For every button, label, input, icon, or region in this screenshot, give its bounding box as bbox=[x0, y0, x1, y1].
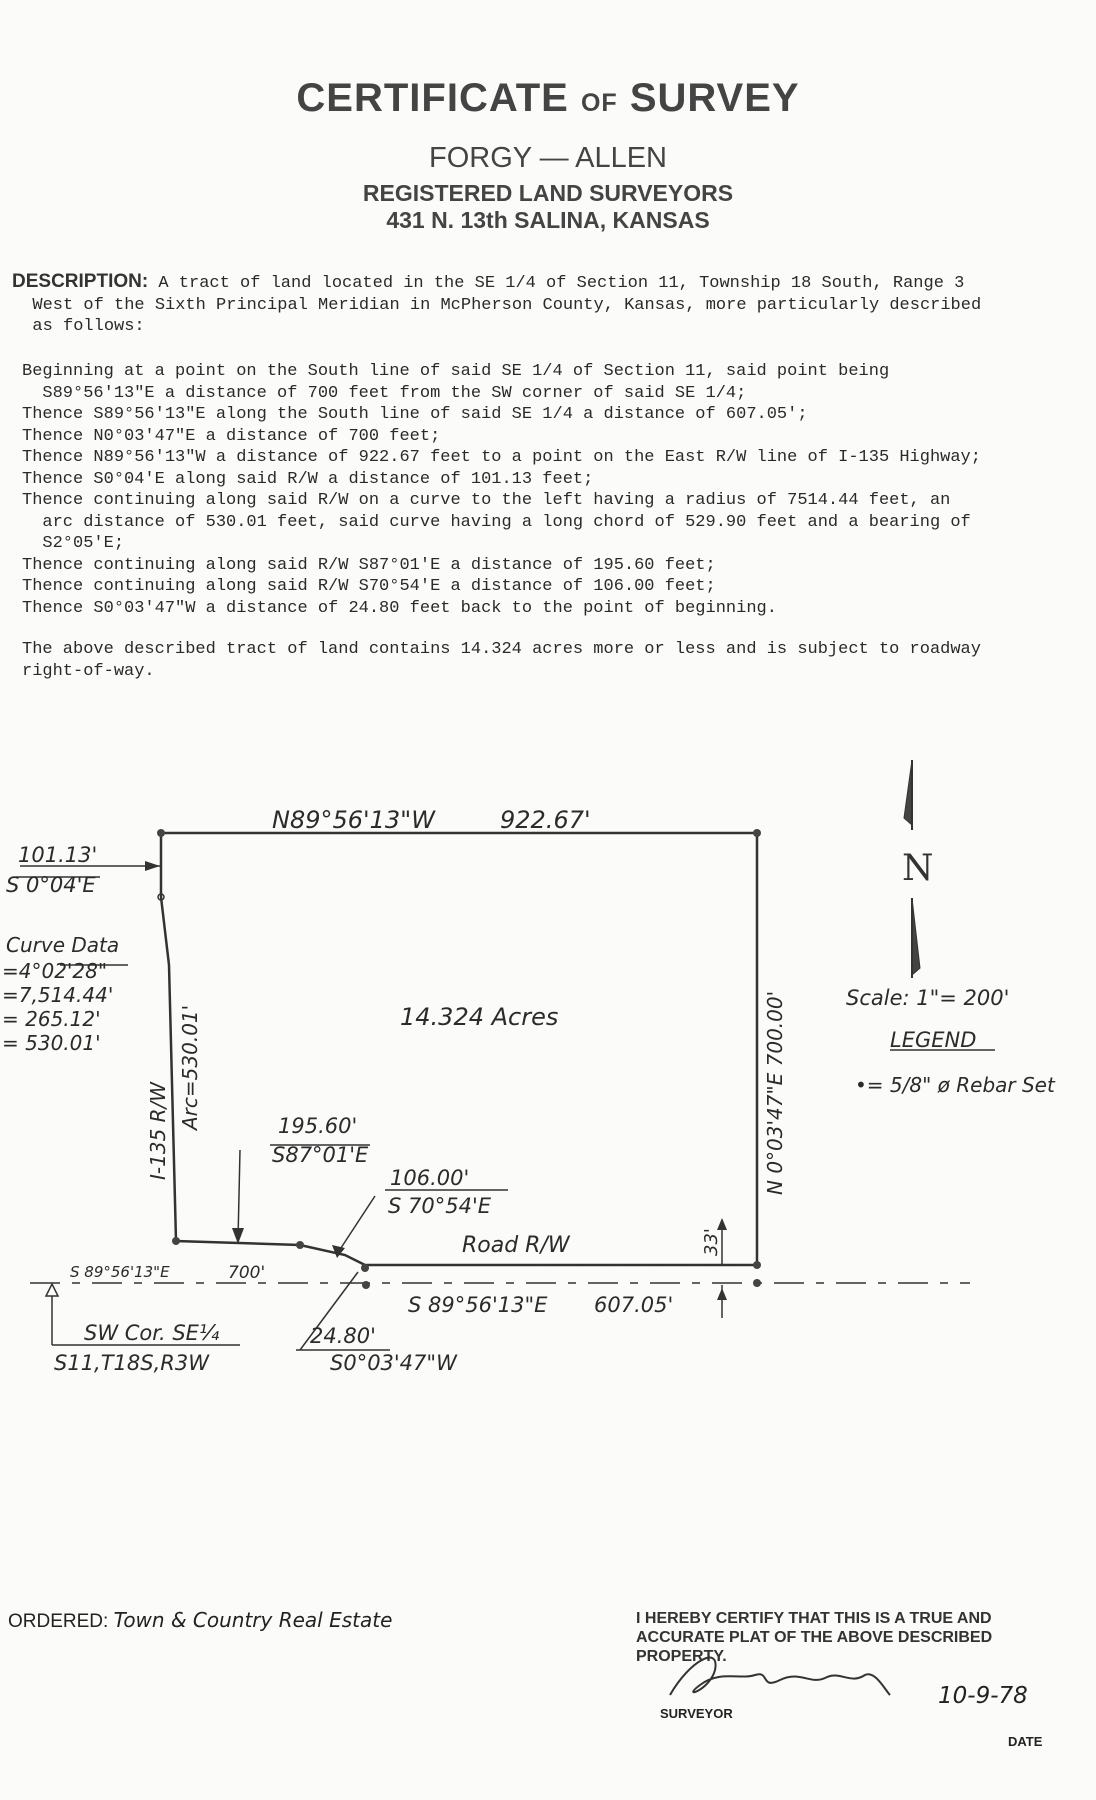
offset-label: 33' bbox=[701, 1228, 722, 1256]
firm-address: 431 N. 13th SALINA, KANSAS bbox=[386, 207, 710, 233]
description-line-2: West of the Sixth Principal Meridian in McPherson County, Kansas, more particularly described bbox=[32, 295, 982, 315]
curve-arc: = 530.01' bbox=[2, 1031, 101, 1055]
seg2-leader bbox=[337, 1196, 375, 1254]
south-bearing: S 89°56'13"E bbox=[408, 1293, 548, 1317]
course-line: S89°56'13"E a distance of 700 feet from the SW corner of said SE 1/4; bbox=[22, 383, 747, 403]
surveyor-signature bbox=[660, 1640, 900, 1710]
firm-name: FORGY — ALLEN bbox=[429, 142, 667, 174]
curve-tangent: = 265.12' bbox=[2, 1007, 101, 1031]
firm-registration: REGISTERED LAND SURVEYORS bbox=[362, 180, 734, 206]
top-distance: 922.67' bbox=[500, 806, 591, 834]
rebar-markers bbox=[157, 829, 761, 1289]
east-line-label: N 0°03'47"E 700.00' bbox=[763, 990, 787, 1195]
summary-line-2: right-of-way. bbox=[22, 661, 155, 681]
ordered-label: ORDERED: bbox=[8, 1611, 109, 1632]
seg2-bearing: S 70°54'E bbox=[388, 1194, 491, 1218]
top-bearing: N89°56'13"W bbox=[272, 806, 435, 834]
summary-line-1: The above described tract of land contains 14.324 acres more or less and is subject to roadway bbox=[22, 640, 981, 659]
acreage-label: 14.324 Acres bbox=[400, 1003, 559, 1031]
seg1-distance: 195.60' bbox=[278, 1114, 358, 1138]
legend-title: LEGEND bbox=[890, 1028, 977, 1052]
course-line: Thence N89°56'13"W a distance of 922.67 feet to a point on the East R/W line of I-135 Highway; bbox=[22, 448, 981, 467]
highway-label: I-135 R/W bbox=[146, 1081, 170, 1180]
scale-label: Scale: 1"= 200' bbox=[846, 986, 1010, 1010]
arc-label: Arc=530.01' bbox=[178, 1004, 202, 1130]
arrow-icon bbox=[232, 1228, 244, 1244]
sw-corner-marker bbox=[46, 1284, 58, 1296]
course-line: Thence S89°56'13"E along the South line of said SE 1/4 a distance of 607.05'; bbox=[22, 405, 808, 424]
description-line-1: A tract of land located in the SE 1/4 of Section 11, Township 18 South, Range 3 bbox=[148, 274, 965, 293]
course-line: Thence continuing along said R/W S70°54'E a distance of 106.00 feet; bbox=[22, 577, 716, 596]
course-line: Beginning at a point on the South line of said SE 1/4 of Section 11, said point being bbox=[22, 362, 890, 381]
north-label: N bbox=[902, 848, 934, 889]
surveyor-label: SURVEYOR bbox=[660, 1706, 733, 1721]
seg2-distance: 106.00' bbox=[390, 1166, 470, 1190]
description-line-3: as follows: bbox=[32, 317, 145, 336]
certification-text: I HEREBY CERTIFY THAT THIS IS A TRUE AND ACCURATE PLAT OF THE ABOVE DESCRIBED PROPERTY. bbox=[636, 1610, 993, 1665]
pob-bearing: S0°03'47"W bbox=[330, 1351, 457, 1375]
pob-distance: 24.80' bbox=[310, 1324, 376, 1348]
sw-corner-location: S11,T18S,R3W bbox=[54, 1351, 209, 1375]
seg1-leader bbox=[238, 1150, 240, 1240]
ordered-value: Town & Country Real Estate bbox=[113, 1608, 393, 1632]
left-bearing: S 0°04'E bbox=[6, 873, 96, 897]
arrow-icon bbox=[145, 861, 160, 871]
south-left-distance: 700' bbox=[228, 1263, 266, 1283]
seg1-bearing: S87°01'E bbox=[272, 1143, 369, 1167]
title-certificate: CERTIFICATE bbox=[296, 76, 569, 120]
course-line: Thence continuing along said R/W S87°01'E a distance of 195.60 feet; bbox=[22, 555, 716, 575]
sw-corner-label: SW Cor. SE¼ bbox=[84, 1321, 220, 1345]
left-distance: 101.13' bbox=[18, 843, 98, 867]
curve-delta: =4°02'28" bbox=[2, 959, 108, 983]
course-line: Thence continuing along said R/W on a curve to the left having a radius of 7514.44 feet, an bbox=[22, 491, 951, 510]
course-line: arc distance of 530.01 feet, said curve having a long chord of 529.90 feet and a bearing of bbox=[22, 512, 971, 532]
title-survey: SURVEY bbox=[629, 76, 800, 120]
date-label: DATE bbox=[1008, 1734, 1043, 1749]
description-label: DESCRIPTION: bbox=[12, 271, 149, 292]
south-left-bearing: S 89°56'13"E bbox=[70, 1263, 170, 1281]
course-line: Thence S0°04'E along said R/W a distance of 101.13 feet; bbox=[22, 469, 594, 489]
curve-data-title: Curve Data bbox=[6, 933, 120, 957]
date-value: 10-9-78 bbox=[938, 1683, 1028, 1709]
ordered-by bbox=[8, 1608, 392, 1633]
course-line: S2°05'E; bbox=[22, 534, 125, 553]
course-line: Thence N0°03'47"E a distance of 700 feet; bbox=[22, 426, 441, 446]
arrow-icon bbox=[717, 1288, 727, 1300]
road-rw-label: Road R/W bbox=[462, 1233, 570, 1258]
legend-item: •= 5/8" ø Rebar Set bbox=[855, 1073, 1055, 1097]
south-distance: 607.05' bbox=[594, 1293, 674, 1317]
title-of: OF bbox=[580, 89, 618, 117]
course-line: Thence S0°03'47"W a distance of 24.80 feet back to the point of beginning. bbox=[22, 598, 777, 618]
curve-radius: =7,514.44' bbox=[2, 983, 114, 1007]
